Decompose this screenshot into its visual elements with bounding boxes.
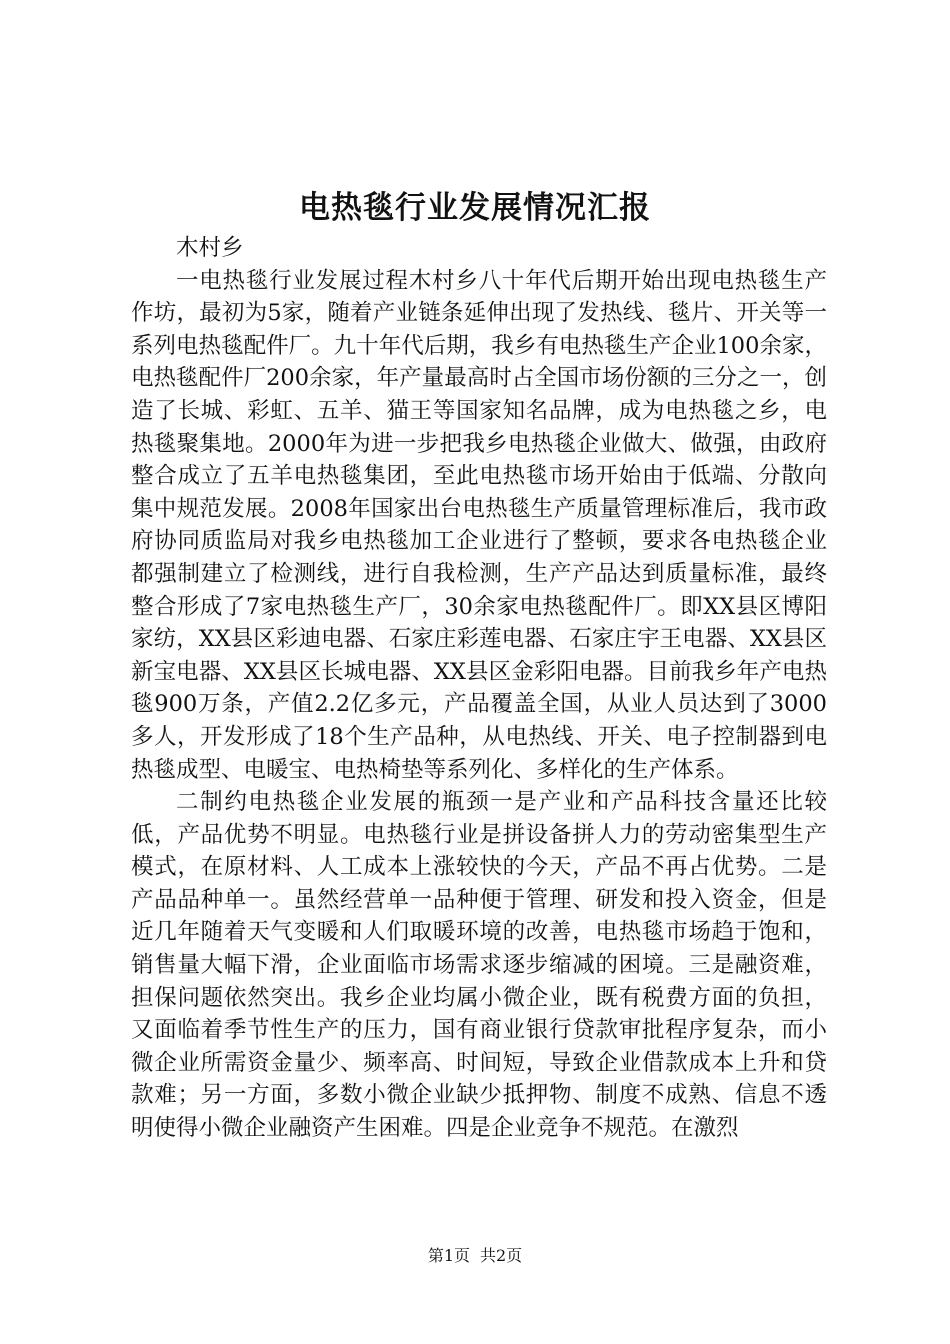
document-body: [131, 232, 827, 1145]
paragraph-bottlenecks: 二制约电热毯企业发展的瓶颈一是产业和产品科技含量还比较低，产品优势不明显。电热毯行业是拼设备拼人力的劳动密集型生产模式，在原材料、人工成本上涨较快的今天，产品不再占优势。二是产品品种单一。虽然经营单一品种便于管理、研发和投入资金，但是近几年随着天气变暖和人们取暖环境的改善，电热毯市场趋于饱和，销售量大幅下滑，企业面临市场需求逐步缩减的困境。三是融资难，担保问题依然突出。我乡企业均属小微企业，既有税费方面的负担，又面临着季节性生产的压力，国有商业银行贷款审批程序复杂，而小微企业所需资金量少、频率高、时间短，导致企业借款成本上升和贷款难；另一方面，多数小微企业缺少抵押物、制度不成熟、信息不透明使得小微企业融资产生困难。四是企业竞争不规范。在激烈: [131, 789, 827, 1142]
page-footer: [0, 1244, 950, 1268]
page-number-current: 第1页: [427, 1246, 470, 1265]
document-title: 电热毯行业发展情况汇报: [299, 190, 651, 226]
page-number-total: 共2页: [480, 1246, 523, 1265]
author-line: 木村乡: [176, 235, 244, 261]
paragraph-development-process: 一电热毯行业发展过程木村乡八十年代后期开始出现电热毯生产作坊，最初为5家，随着产业链条延伸出现了发热线、毯片、开关等一系列电热毯配件厂。九十年代后期，我乡有电热毯生产企业100余家，电热毯配件厂200余家，年产量最高时占全国市场份额的三分之一，创造了长城、彩虹、五羊、猫王等国家知名品牌，成为电热毯之乡，电热毯聚集地。2000年为进一步把我乡电热毯企业做大、做强，由政府整合成立了五羊电热毯集团，至此电热毯市场开始由于低端、分散向集中规范发展。2008年国家出台电热毯生产质量管理标准后，我市政府协同质监局对我乡电热毯加工企业进行了整顿，要求各电热毯企业都强制建立了检测线，进行自我检测，生产产品达到质量标准，最终整合形成了7家电热毯生产厂，30余家电热毯配件厂。即XX县区博阳家纺，XX县区彩迪电器、石家庄彩莲电器、石家庄宇王电器、XX县区新宝电器、XX县区长城电器、XX县区金彩阳电器。目前我乡年产电热毯900万条，产值2.2亿多元，产品覆盖全国，从业人员达到了3000多人，开发形成了18个生产品种，从电热线、开关、电子控制器到电热毯成型、电暖宝、电热椅垫等系列化、多样化的生产体系。: [131, 267, 827, 783]
